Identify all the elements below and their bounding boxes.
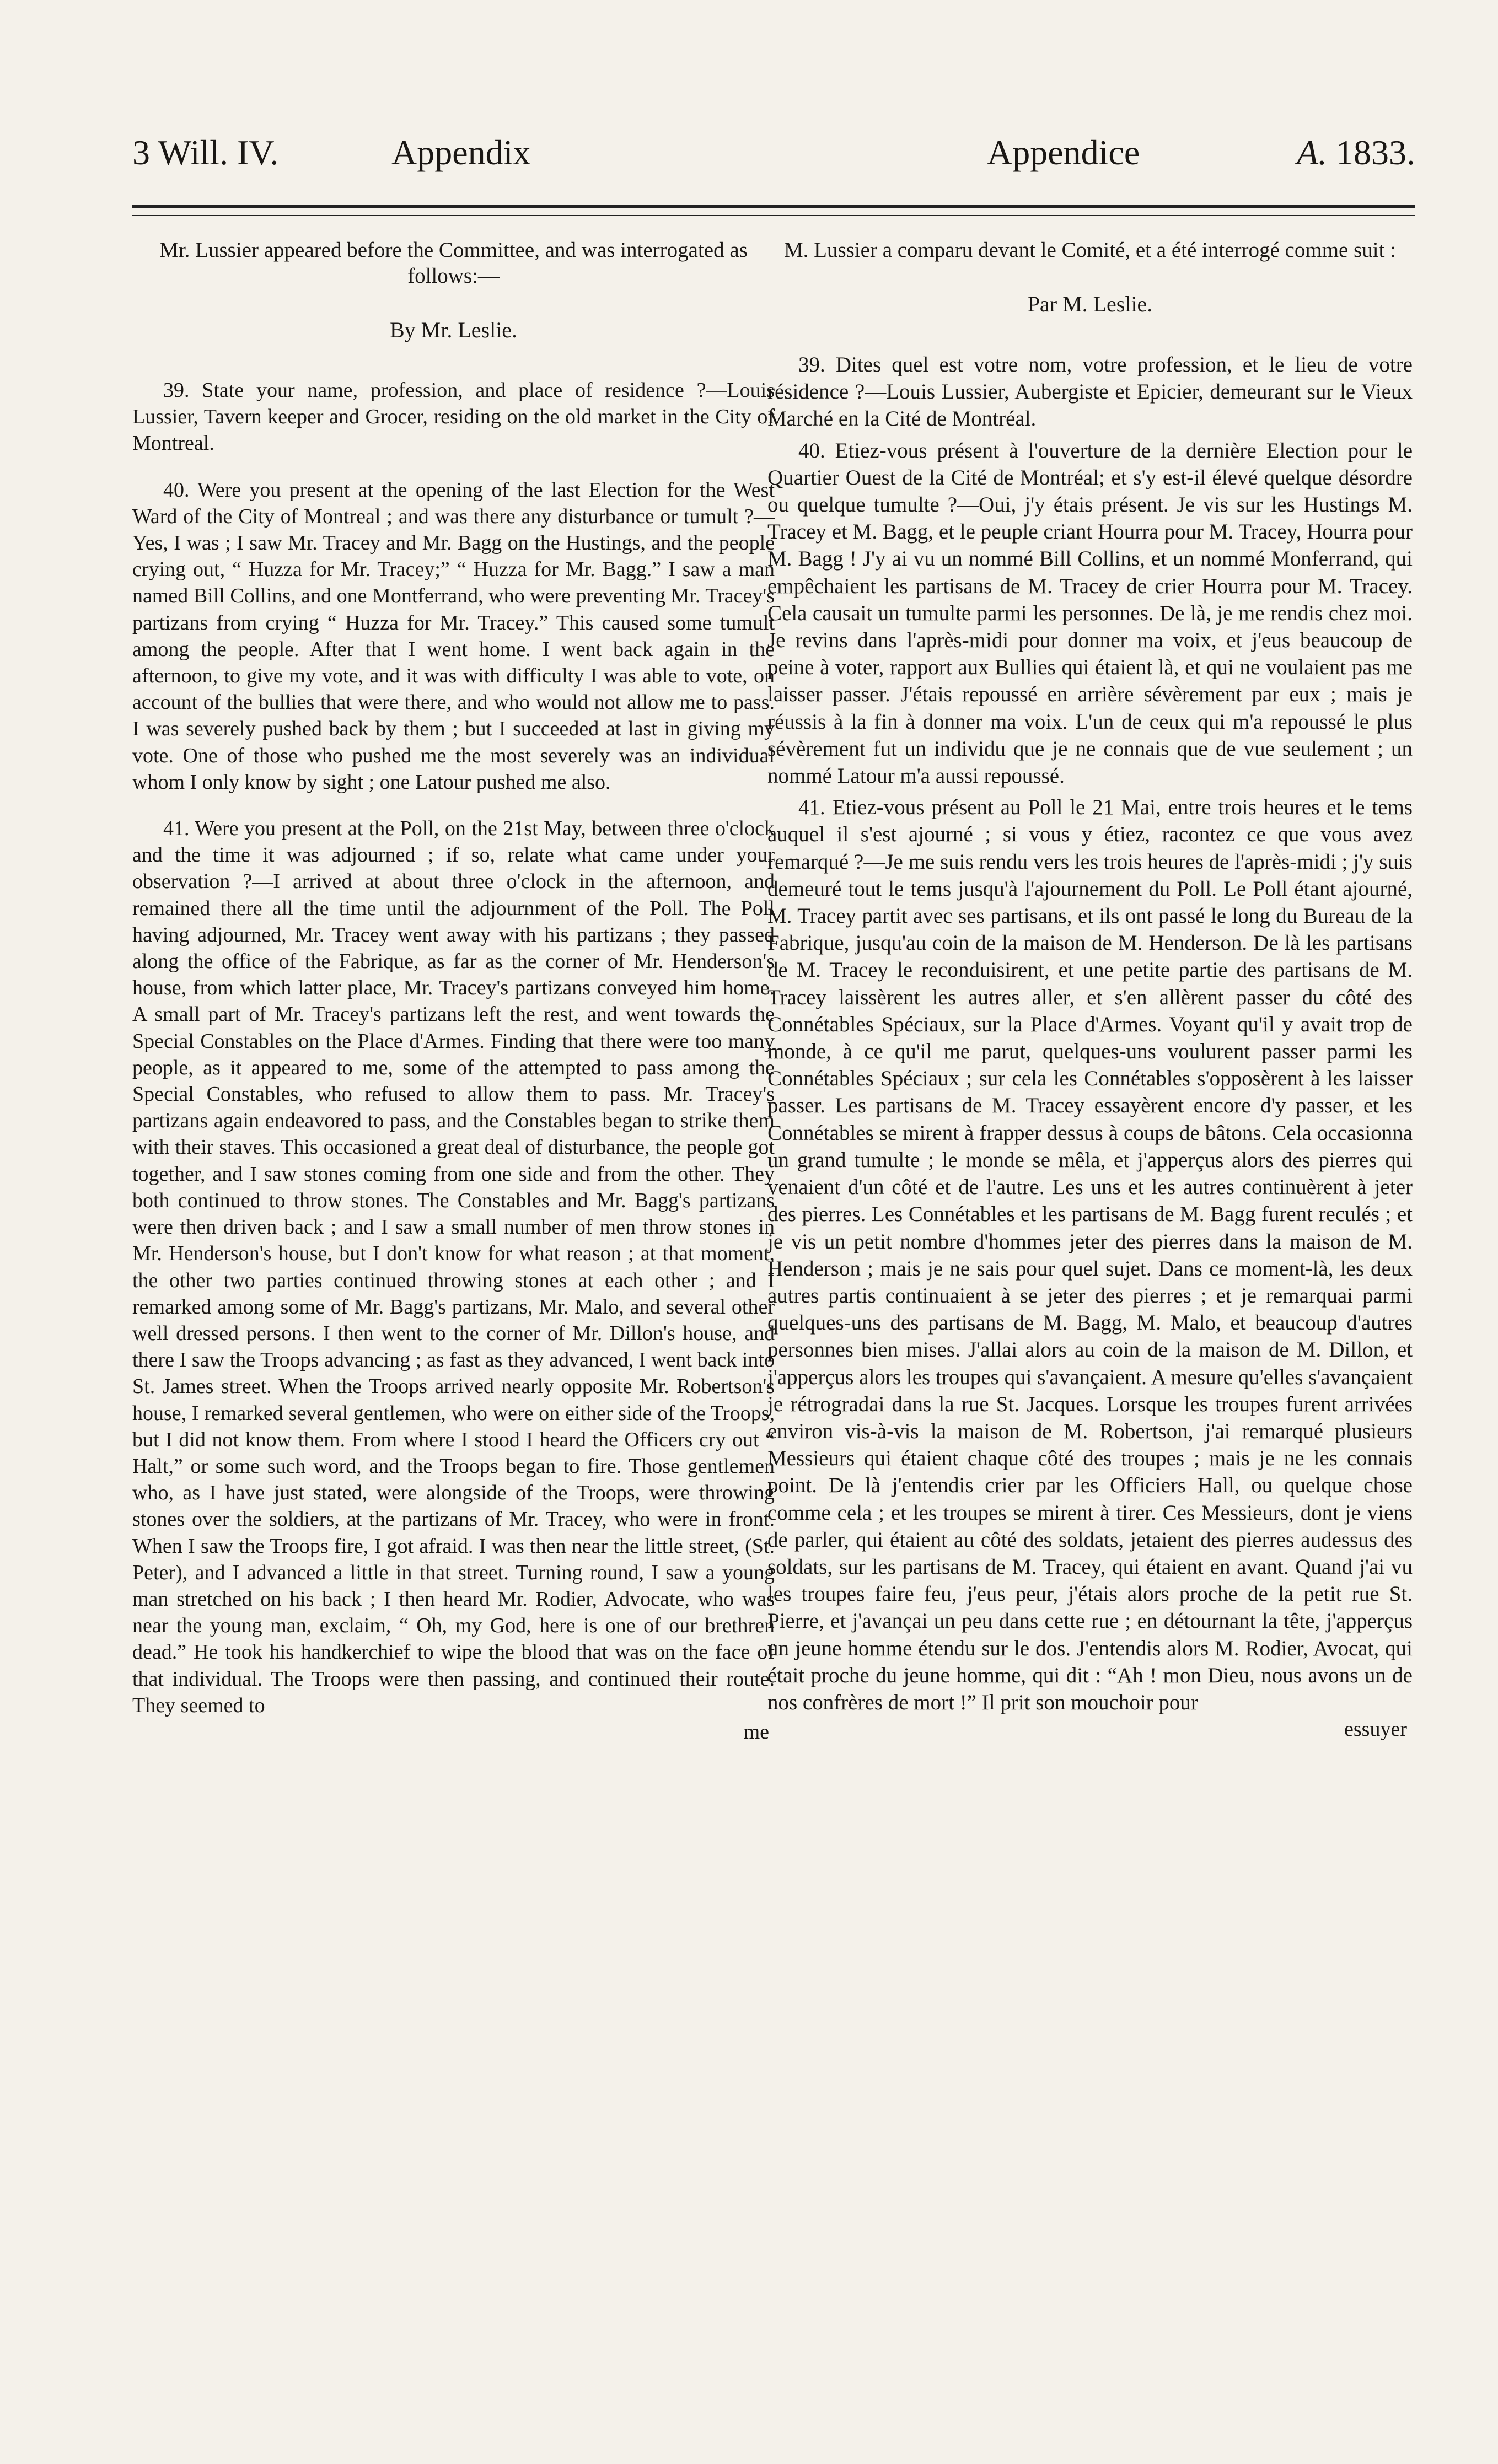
french-column — [767, 237, 1413, 1742]
header-rule-thin — [132, 215, 1415, 216]
header-year — [1297, 128, 1415, 177]
french-intro: M. Lussier a comparu devant le Comité, et a été interrogé comme suit : — [783, 238, 1397, 262]
appendix-letter: A. — [1296, 133, 1327, 172]
session-reference: 3 Will. IV. — [132, 133, 279, 172]
english-column — [132, 237, 775, 1745]
header-title-english: Appendix — [391, 133, 531, 172]
english-intro: Mr. Lussier appeared before the Committee, and was interrogated as follows:— — [159, 238, 748, 288]
french-question-41: 41. Etiez-vous présent au Poll le 21 Mai, entre trois heures et le tems auquel il s'est ajourné ; si vous y étiez, racontez ce que vous avez remarqué ?—Je me suis rendu vers les trois heures de l'après-midi ; j'y suis demeuré tout le tems jusqu'à l'ajournement du Poll. Le Poll étant ajourné, M. Tracey partit avec ses partisans, et ils ont passé le long du Bureau de la Fabrique, jusqu'au coin de la maison de M. Henderson. De là les partisans de M. Tracey le reconduisirent, et une petite partie des partisans de M. Tracey laissèrent les autres aller, et s'en allèrent passer du côté des Connétables Spéciaux, sur la Place d'Armes. Voyant qu'il y avait trop de monde, à ce qu'il me parut, quelques-uns voulurent passer parmi les Connétables Spéciaux ; sur cela les Connétables s'opposèrent à les laisser passer. Les partisans de M. Tracey essayèrent encore d'y passer, et les Connétables se mirent à frapper dessus à coups de bâtons. Cela occasionna un grand tumulte ; le monde se mêla, et j'apperçus alors des pierres qui venaient d'un côté et de l'autre. Les uns et les autres continuèrent à jeter des pierres. Les Connétables et les partisans de M. Bagg furent reculés ; et je vis un petit nombre d'hommes jeter des pierres dans la maison de M. Henderson ; mais je ne sais pour quel sujet. Dans ce moment-là, les deux autres partis continuaient à se jeter des pierres ; et je remarquai parmi quelques-uns des partisans de M. Bagg, M. Malo, et beaucoup d'autres personnes bien mises. J'allai alors au coin de la maison de M. Dillon, et j'apperçus alors les troupes qui s'avançaient. A mesure qu'elles s'avançaient je rétrogradai dans la rue St. Jacques. Lorsque les troupes furent arrivées environ vis-à-vis la maison de M. Robertson, j'ai remarqué plusieurs Messieurs qui étaient chaque côté des troupes ; mais je ne les connais point. De là j'entendis crier par les Officiers Hall, ou quelque chose comme cela ; et les troupes se mirent à tirer. Ces Messieurs, dont je viens de parler, qui étaient au côté des soldats, jetaient des pierres audessus des soldats, sur les partisans de M. Tracey, qui étaient en avant. Quand j'ai vu les troupes faire feu, j'eus peur, j'étais alors proche de la petit rue St. Pierre, et j'avançai un peu dans cette rue ; en détournant la tête, j'apperçus un jeune homme étendu sur le dos. J'entendis alors M. Rodier, Avocat, qui était proche du jeune homme, qui dit : “Ah ! mon Dieu, nous avons un de nos confrères de mort !” Il prit son mouchoir pour — [767, 795, 1413, 1714]
header-title-french: Appendice — [987, 133, 1140, 172]
english-question-40: 40. Were you present at the opening of the last Election for the West Ward of the City of Montreal ; and was there any disturbance or tumult ?—Yes, I was ; I saw Mr. Tracey and Mr. Bagg on the Hustings, and the people crying out, “ Huzza for Mr. Tracey;” “ Huzza for Mr. Bagg.” I saw a man named Bill Collins, and one Montferrand, who were preventing Mr. Tracey's partizans from crying “ Huzza for Mr. Tracey.” This caused some tumult among the people. After that I went home. I went back again in the afternoon, to give my vote, and it was with difficulty I was able to vote, on account of the bullies that were there, and who would not allow me to pass. I was severely pushed back by them ; but I succeeded at last in giving my vote. One of those who pushed me the most severely was an individual whom I only know by sight ; one Latour pushed me also. — [132, 478, 775, 794]
french-question-39: 39. Dites quel est votre nom, votre profession, et le lieu de votre résidence ?—Louis Lussier, Aubergiste et Epicier, demeurant sur le Vieux Marché en la Cité de Montréal. — [767, 353, 1413, 431]
header-rule-thick — [132, 205, 1415, 208]
page-header — [132, 128, 1415, 177]
french-question-40: 40. Etiez-vous présent à l'ouverture de la dernière Election pour le Quartier Ouest de la Cité de Montréal; et s'y est-il élevé quelque désordre ou quelque tumulte ?—Oui, j'y étais présent. Je vis sur les Hustings M. Tracey et M. Bagg, et le peuple criant Hourra pour M. Tracey, Hourra pour M. Bagg ! J'y ai vu un nommé Bill Collins, et un nommé Monferrand, qui empêchaient les partisans de M. Tracey de crier Hourra pour M. Tracey. Cela causait un tumulte parmi les personnes. De là, je me rendis chez moi. Je revins dans l'après-midi pour donner ma voix, et j'eus beaucoup de peine à voter, rapport aux Bullies qui étaient là, et qui ne voulaient pas me laisser passer. J'étais repoussé en arrière sévèrement par eux ; mais je réussis à la fin à donner ma voix. L'un de ceux qui m'a repoussé le plus sévèrement fut un individu que je ne connais que de vue seulement ; un nommé Latour m'a aussi repoussé. — [767, 438, 1413, 788]
french-catchword: essuyer — [1344, 1718, 1407, 1741]
english-catchword: me — [743, 1720, 769, 1744]
english-question-39: 39. State your name, profession, and place of residence ?—Louis Lussier, Tavern keeper and Grocer, residing on the old market in the City of Montreal. — [132, 379, 775, 455]
year-number: 1833. — [1336, 133, 1415, 172]
english-byline: By Mr. Leslie. — [389, 318, 518, 342]
english-question-41: 41. Were you present at the Poll, on the 21st May, between three o'clock and the time it was adjourned ; if so, relate what came under your observation ?—I arrived at about three o'clock in the afternoon, and remained there all the time until the adjournment of the Poll. The Poll having adjourned, Mr. Tracey went away with his partizans ; they passed along the office of the Fabrique, as far as the corner of Mr. Henderson's house, from which latter place, Mr. Tracey's partizans conveyed him home. A small part of Mr. Tracey's partizans left the rest, and went towards the Special Constables on the Place d'Armes. Finding that there were too many people, as it appeared to me, some of the attempted to pass among the Special Constables, who refused to allow them to pass. Mr. Tracey's partizans again endeavored to pass, and the Constables began to strike them with their staves. This occasioned a great deal of disturbance, the people got together, and I saw stones coming from one side and from the other. They both continued to throw stones. The Constables and Mr. Bagg's partizans were then driven back ; and I saw a small number of men throw stones in Mr. Henderson's house, but I don't know for what reason ; at that moment, the other two parties continued throwing stones at each other ; and I remarked among some of Mr. Bagg's partizans, Mr. Malo, and several other well dressed persons. I then went to the corner of Mr. Dillon's house, and there I saw the Troops advancing ; as fast as they advanced, I went back into St. James street. When the Troops arrived nearly opposite Mr. Robertson's house, I remarked several gentlemen, who were on either side of the Troops, but I did not know them. From where I stood I heard the Officers cry out “ Halt,” or some such word, and the Troops began to fire. Those gentlemen who, as I have just stated, were alongside of the Troops, were throwing stones over the soldiers, at the partizans of Mr. Tracey, who were in front. When I saw the Troops fire, I got afraid. I was then near the little street, (St. Peter), and I advanced a little in that street. Turning round, I saw a young man stretched on his back ; I then heard Mr. Rodier, Advocate, who was near the young man, exclaim, “ Oh, my God, here is one of our brethren dead.” He took his handkerchief to wipe the blood that was on the face of that individual. The Troops were then passing, and continued their route. They seemed to — [132, 817, 775, 1717]
french-byline: Par M. Leslie. — [1027, 292, 1153, 316]
